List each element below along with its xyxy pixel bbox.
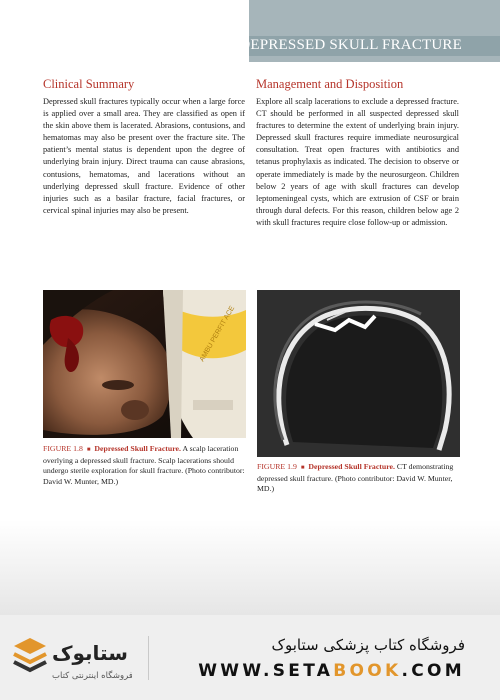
collar-label: AMBU PERFIT ACE bbox=[198, 305, 237, 363]
url-suffix: .COM bbox=[401, 661, 465, 681]
caption-square-icon: ■ bbox=[300, 465, 305, 471]
figure-1-9-caption bbox=[257, 462, 460, 495]
figure-1-8-title: Depressed Skull Fracture. bbox=[94, 444, 181, 453]
setabook-logo bbox=[12, 628, 132, 688]
url-prefix: WWW.SETA bbox=[198, 661, 334, 681]
management-body: Explore all scalp lacerations to exclude a depressed fracture. CT should be performed in all suspected depressed skull fractures to determine the extent of underlying brain injury. Depressed skull fractures require immediate neurosurgical consultation. Treat open fractures with antibiotics and tetanus prophylaxis as indicated. The decision to observe or operate immediately is made by the neurosurgeon. Children below 2 years of age with skull fractures can develop leptomeningeal cysts, which are extrusion of CSF or brain through dural defects. For this reason, children below age 2 with skull fractures require close follow-up or admission. bbox=[256, 97, 459, 227]
figure-1-8-photo bbox=[43, 290, 246, 438]
figure-1-8-number: FIGURE 1.8 bbox=[43, 444, 83, 453]
figure-1-8-text: A scalp laceration overlying a depressed skull fracture. Scalp lacerations should undergo sterile exploration for skull fracture. (Photo contributor: David W. Munter, MD.) bbox=[43, 444, 245, 486]
footer-fade bbox=[0, 520, 500, 615]
figure-1-9-text: CT demonstrating depressed skull fracture. (Photo contributor: David W. Munter, MD.) bbox=[257, 462, 454, 494]
caption-square-icon: ■ bbox=[86, 447, 91, 453]
logo-tagline: فروشگاه اینترنتی کتاب bbox=[52, 671, 132, 681]
store-name: فروشگاه کتاب پزشکی ستابوک bbox=[271, 636, 465, 654]
figure-1-9-ct-image bbox=[257, 290, 460, 457]
figure-1-9-title: Depressed Skull Fracture. bbox=[308, 462, 395, 471]
management-heading: Management and Disposition bbox=[256, 77, 404, 91]
store-url[interactable] bbox=[198, 661, 465, 681]
footer-divider bbox=[148, 636, 149, 680]
page-title: DEPRESSED SKULL FRACTURE bbox=[239, 37, 462, 53]
figure-1-8-caption bbox=[43, 444, 245, 487]
logo-wordmark: ستابوک bbox=[52, 641, 128, 665]
clinical-summary-body: Depressed skull fractures typically occur when a large force is applied over a small area. They are classified as open if the skin above them is lacerated. Abrasions, contusions, and hematomas may also be present over the fracture site. The patient’s mental status is dependent upon the degree of underlying brain injury. Direct trauma can cause abrasions, contusions, hematomas, and lacerations without an underlying depressed skull fracture. Evidence of other injuries such as a basilar fracture, facial fractures, or cervical spinal injuries may also be present. bbox=[43, 97, 245, 215]
figure-1-9-number: FIGURE 1.9 bbox=[257, 462, 297, 471]
url-accent: BOOK bbox=[333, 661, 402, 681]
clinical-summary-heading: Clinical Summary bbox=[43, 77, 135, 91]
